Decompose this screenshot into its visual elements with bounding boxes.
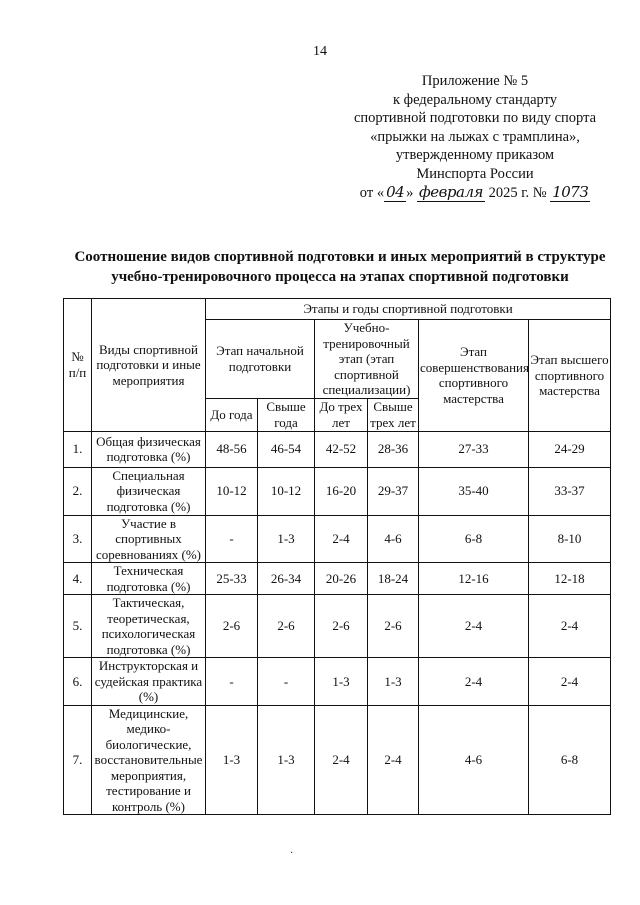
header-stage-excellence: Этап совершенствования спортивного мастерства	[419, 320, 529, 432]
header-sub-training-2: Свыше трех лет	[368, 398, 419, 431]
table-row	[64, 705, 611, 815]
cell-value: 1-3	[315, 658, 368, 706]
cell-value: 6-8	[419, 515, 529, 563]
table-row	[64, 467, 611, 515]
scan-mark: ·	[290, 848, 294, 859]
appendix-line: Приложение № 5	[421, 73, 529, 89]
cell-value: 2-6	[368, 595, 419, 658]
cell-value: 2-4	[529, 595, 611, 658]
cell-value: 2-6	[258, 595, 315, 658]
header-sub-initial-1: До года	[206, 398, 258, 431]
row-activity: Общая физическая подготовка (%)	[92, 431, 206, 467]
row-num: 2.	[64, 467, 92, 515]
table-row	[64, 658, 611, 706]
cell-value: 10-12	[258, 467, 315, 515]
appendix-line: к федеральному стандарту	[393, 91, 557, 108]
training-ratio-table	[63, 298, 611, 815]
cell-value: 1-3	[206, 705, 258, 815]
cell-value: 2-4	[419, 595, 529, 658]
row-activity: Специальная физическая подготовка (%)	[92, 467, 206, 515]
header-activity: Виды спортивной подготовки и иные мероприятия	[92, 299, 206, 432]
cell-value: -	[258, 658, 315, 706]
cell-value: 2-6	[206, 595, 258, 658]
cell-value: 12-16	[419, 563, 529, 595]
cell-value: -	[206, 658, 258, 706]
order-year: 2025 г. №	[488, 185, 547, 201]
appendix-header	[330, 72, 620, 203]
table-row	[64, 563, 611, 595]
title-line-2: учебно-тренировочного процесса на этапах спортивной подготовки	[111, 269, 569, 285]
row-num: 4.	[64, 563, 92, 595]
cell-value: 2-6	[315, 595, 368, 658]
cell-value: 18-24	[368, 563, 419, 595]
page-number: 14	[313, 44, 327, 59]
cell-value: 20-26	[315, 563, 368, 595]
title-line-1: Соотношение видов спортивной подготовки и иных мероприятий в структуре	[74, 249, 606, 265]
document-title	[60, 247, 620, 287]
cell-value: 27-33	[419, 431, 529, 467]
cell-value: 12-18	[529, 563, 611, 595]
appendix-line: спортивной подготовки по виду спорта	[353, 110, 597, 126]
table-row	[64, 595, 611, 658]
order-day: 04	[386, 183, 405, 201]
appendix-line: утвержденному приказом	[395, 147, 555, 163]
cell-value: 1-3	[258, 705, 315, 815]
order-prefix: от «	[359, 185, 385, 201]
cell-value: 1-3	[258, 515, 315, 563]
header-sub-training-1: До трех лет	[315, 398, 368, 431]
cell-value: -	[206, 515, 258, 563]
row-num: 1.	[64, 431, 92, 467]
row-num: 3.	[64, 515, 92, 563]
order-mid: »	[406, 185, 414, 201]
order-line	[330, 183, 620, 203]
cell-value: 35-40	[419, 467, 529, 515]
header-sub-initial-2: Свыше года	[258, 398, 315, 431]
cell-value: 24-29	[529, 431, 611, 467]
table-row	[64, 515, 611, 563]
cell-value: 2-4	[315, 705, 368, 815]
cell-value: 48-56	[206, 431, 258, 467]
cell-value: 29-37	[368, 467, 419, 515]
cell-value: 4-6	[368, 515, 419, 563]
header-stages-group: Этапы и годы спортивной подготовки	[206, 299, 611, 320]
row-activity: Техническая подготовка (%)	[92, 563, 206, 595]
cell-value: 16-20	[315, 467, 368, 515]
row-activity: Медицинские, медико-биологические, восстановительные мероприятия, тестирование и контроль (%)	[92, 705, 206, 815]
cell-value: 6-8	[529, 705, 611, 815]
header-stage-higher: Этап высшего спортивного мастерства	[529, 320, 611, 432]
cell-value: 2-4	[419, 658, 529, 706]
cell-value: 10-12	[206, 467, 258, 515]
cell-value: 26-34	[258, 563, 315, 595]
row-activity: Тактическая, теоретическая, психологическая подготовка (%)	[92, 595, 206, 658]
cell-value: 33-37	[529, 467, 611, 515]
cell-value: 4-6	[419, 705, 529, 815]
cell-value: 25-33	[206, 563, 258, 595]
row-activity: Участие в спортивных соревнованиях (%)	[92, 515, 206, 563]
appendix-line: Минспорта России	[416, 165, 534, 182]
header-stage-initial: Этап начальной подготовки	[206, 320, 315, 399]
cell-value: 2-4	[368, 705, 419, 815]
cell-value: 42-52	[315, 431, 368, 467]
appendix-line: «прыжки на лыжах с трамплина»,	[370, 128, 580, 145]
header-num: № п/п	[64, 299, 92, 432]
cell-value: 2-4	[529, 658, 611, 706]
cell-value: 8-10	[529, 515, 611, 563]
row-num: 6.	[64, 658, 92, 706]
cell-value: 2-4	[315, 515, 368, 563]
row-activity: Инструкторская и судейская практика (%)	[92, 658, 206, 706]
table-row	[64, 431, 611, 467]
cell-value: 46-54	[258, 431, 315, 467]
cell-value: 1-3	[368, 658, 419, 706]
header-stage-training: Учебно-тренировочный этап (этап спортивной специализации)	[315, 320, 419, 399]
cell-value: 28-36	[368, 431, 419, 467]
row-num: 5.	[64, 595, 92, 658]
order-number: 107З	[552, 183, 589, 201]
order-month: февраля	[419, 183, 483, 201]
row-num: 7.	[64, 705, 92, 815]
